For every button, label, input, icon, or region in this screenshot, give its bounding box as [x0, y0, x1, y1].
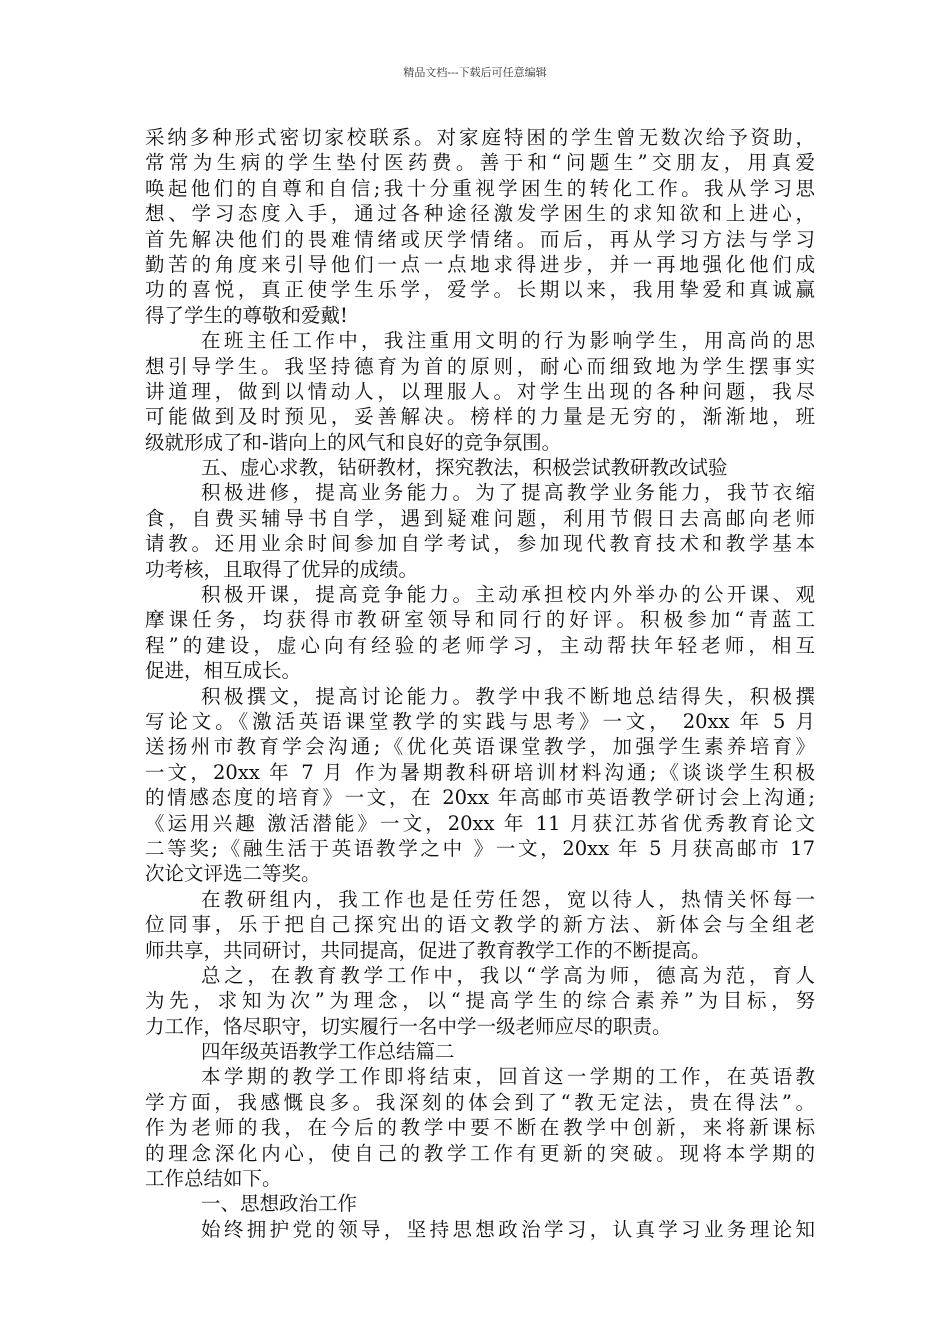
- text-line: 的理念深化内心，使自己的教学工作有更新的突破。现将本学期的: [145, 1141, 815, 1165]
- text-line: 程”的建设，虚心向有经验的老师学习，主动帮扶年轻老师，相互: [145, 633, 815, 657]
- text-line: 食，自费买辅导书自学，遇到疑难问题，利用节假日去高邮向老师: [145, 506, 815, 530]
- text-line: 功考核，且取得了优异的成绩。: [145, 557, 419, 581]
- text-line: 的情感态度的培育》一文，在 20xx 年高邮市英语教学研讨会上沟通;: [145, 786, 815, 810]
- text-line: 工作总结如下。: [145, 1167, 282, 1191]
- text-line: 《运用兴趣 激活潜能》一文，20xx 年 11 月获江苏省优秀教育论文: [145, 811, 815, 835]
- text-line: 首先解决他们的畏难情绪或厌学情绪。而后，再从学习方法与学习: [145, 227, 815, 251]
- text-line: 讲道理，做到以情动人，以理服人。对学生出现的各种问题，我尽: [145, 379, 815, 403]
- text-line: 学方面，我感慨良多。我深刻的体会到了“教无定法，贵在得法”。: [145, 1090, 815, 1114]
- text-line: 总之，在教育教学工作中，我以“学高为师，德高为范，育人: [201, 963, 815, 987]
- text-line: 始终拥护党的领导，坚持思想政治学习，认真学习业务理论知: [201, 1217, 815, 1241]
- text-line: 在教研组内，我工作也是任劳任怨，宽以待人，热情关怀每一: [201, 887, 815, 911]
- text-line: 采纳多种形式密切家校联系。对家庭特困的学生曾无数次给予资助，: [145, 126, 815, 149]
- text-line: 级就形成了和-谐向上的风气和良好的竞争氛围。: [145, 430, 562, 454]
- text-line: 写论文。《激活英语课堂教学的实践与思考》一文， 20xx 年 5 月: [145, 709, 815, 733]
- text-line: 力工作，恪尽职守，切实履行一名中学一级老师应尽的职责。: [145, 1014, 672, 1038]
- text-line: 本学期的教学工作即将结束，回首这一学期的工作，在英语教: [201, 1065, 815, 1089]
- text-line: 可能做到及时预见，妥善解决。榜样的力量是无穷的，渐渐地，班: [145, 405, 815, 429]
- text-line: 得了学生的尊敬和爱戴!: [145, 303, 348, 327]
- text-line: 常常为生病的学生垫付医药费。善于和“问题生”交朋友，用真爱: [145, 151, 815, 175]
- text-line: 四年级英语教学工作总结篇二: [201, 1040, 455, 1064]
- text-line: 积极撰文，提高讨论能力。教学中我不断地总结得失，积极撰: [201, 684, 815, 708]
- text-line: 唤起他们的自尊和自信;我十分重视学困生的转化工作。我从学习思: [145, 176, 815, 200]
- text-line: 次论文评选二等奖。: [145, 862, 321, 886]
- text-line: 作为老师的我，在今后的教学中要不断在教学中创新，来将新课标: [145, 1116, 815, 1140]
- text-line: 一、思想政治工作: [201, 1192, 358, 1216]
- text-line: 积极进修，提高业务能力。为了提高教学业务能力，我节衣缩: [201, 481, 815, 505]
- text-line: 想引导学生。我坚持德育为首的原则，耐心而细致地为学生摆事实: [145, 354, 815, 378]
- text-line: 促进，相互成长。: [145, 659, 302, 683]
- text-line: 请教。还用业余时间参加自学考试，参加现代教育技术和教学基本: [145, 532, 815, 556]
- document-body: [145, 125, 815, 1242]
- text-line: 为先，求知为次”为理念，以“提高学生的综合素养”为目标，努: [145, 989, 815, 1013]
- text-line: 送扬州市教育学会沟通;《优化英语课堂教学，加强学生素养培育》: [145, 735, 815, 759]
- text-line: 在班主任工作中，我注重用文明的行为影响学生，用高尚的思: [201, 329, 815, 353]
- text-line: 想、学习态度入手，通过各种途径激发学困生的求知欲和上进心，: [145, 202, 815, 226]
- text-line: 摩课任务，均获得市教研室领导和同行的好评。积极参加“青蓝工: [145, 608, 815, 632]
- text-line: 五、虚心求教，钻研教材，探究教法，积极尝试教研教改试验: [201, 456, 728, 480]
- text-line: 功的喜悦，真正使学生乐学，爱学。长期以来，我用挚爱和真诚赢: [145, 278, 815, 302]
- text-line: 二等奖;《融生活于英语教学之中 》一文，20xx 年 5 月获高邮市 17: [145, 836, 815, 860]
- page-header: 精品文档---下载后可任意编辑: [403, 66, 547, 79]
- text-line: 勤苦的角度来引导他们一点一点地求得进步，并一再地强化他们成: [145, 252, 815, 276]
- text-line: 师共享，共同研讨，共同提高，促进了教育教学工作的不断提高。: [145, 938, 711, 962]
- text-line: 积极开课，提高竞争能力。主动承担校内外举办的公开课、观: [201, 583, 815, 607]
- text-line: 一文，20xx 年 7 月 作为暑期教科研培训材料沟通;《谈谈学生积极: [145, 760, 815, 784]
- text-line: 位同事，乐于把自己探究出的语文教学的新方法、新体会与全组老: [145, 913, 815, 937]
